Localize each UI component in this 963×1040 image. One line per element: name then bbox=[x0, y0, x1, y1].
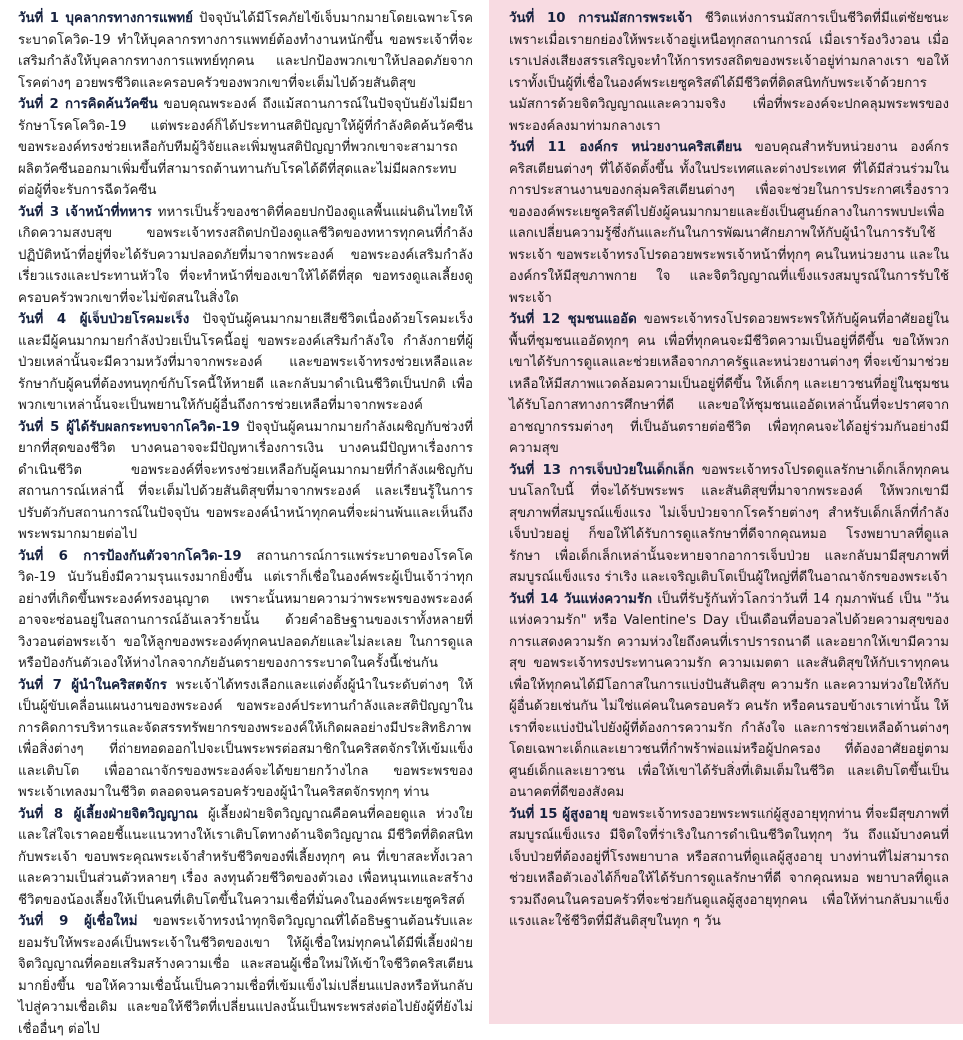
entry-heading: วันที่ 4 ผู้เจ็บป่วยโรคมะเร็ง bbox=[18, 312, 190, 327]
prayer-entry-day-6 bbox=[18, 546, 473, 675]
prayer-entry-day-8 bbox=[18, 804, 473, 912]
prayer-entry-day-14 bbox=[509, 589, 949, 804]
prayer-entry-day-1 bbox=[18, 8, 473, 94]
prayer-entry-day-11 bbox=[509, 137, 949, 309]
right-column bbox=[489, 0, 963, 1024]
prayer-entry-day-12 bbox=[509, 309, 949, 460]
entry-text: ขอพระเจ้าทรงอวยพระพรแก่ผู้สูงอายุทุกท่าน ที่จะมีสุขภาพที่สมบูรณ์แข็งแรง มีจิตใจที่ร่าเริงในการดำเนินชีวิตในทุกๆ วัน ถึงแม้บางคนที่เจ็บป่วยที่ต้องอยู่ที่โรงพยาบาล หรือสถานที่ดูแลผู้สูงอายุ บางท่านที่ไม่สามารถช่วยเหลือตัวเองได้ก็ขอให้ได้รับการดูแลรักษาที่ดี จากคุณหมอ พยาบาลที่ดูแล รวมถึงคนในครอบครัวที่จะช่วยกันดูแลผู้สูงอายุทุกคน เพื่อให้ท่านกลับมาแข็งแรงและใช้ชีวิตที่มีสันติสุขในทุก ๆ วัน bbox=[509, 806, 949, 929]
prayer-entry-day-15 bbox=[509, 804, 949, 933]
entry-text: ปัจจุบันผู้คนมากมายเสียชีวิตเนื่องด้วยโรคมะเร็ง และมีผู้คนมากมายกำลังป่วยเป็นโรคนี้อยู่ ขอพระองค์เสริมกำลังใจ กำลังกายที่ผู้ป่วยเหล่านั้นจะมีความหวังที่มาจากพระองค์ และขอพระเจ้าทรงช่วยเหลือและรักษากับผู้คนที่ต้องทนทุกข์กับโรคนี้ให้หายดี และกลับมาดำเนินชีวิตเป็นปกติ เพื่อพวกเขาเหล่านั้นจะเป็นพยานให้กับผู้อื่นถึงการช่วยเหลือที่มาจากพระองค์ bbox=[18, 312, 473, 413]
prayer-entry-day-10 bbox=[509, 8, 949, 137]
entry-text: ขอพระเจ้าทรงโปรดอวยพระพรให้กับผู้คนที่อาศัยอยู่ในพื้นที่ชุมชนแออัดทุกๆ คน เพื่อที่ทุกคนจะมีชีวิตความเป็นอยู่ที่ดีขึ้น ขอให้พวกเขาได้รับการดูแลและช่วยเหลือจากภาครัฐและหน่วยงานต่างๆ ที่จะเข้ามาช่วยเหลือให้มีสภาพแวดล้อมความเป็นอยู่ที่ดีขึ้น ให้เด็กๆ และเยาวชนที่อยู่ในชุมชนได้รับโอกาสทางการศึกษาที่ดี และขอให้ชุมชนแออัดเหล่านั้นที่จะปราศจากอาชญากรรมต่างๆ ที่เป็นอันตรายต่อชีวิต เพื่อทุกคนจะได้อยู่ร่วมกันอย่างมีความสุข bbox=[509, 312, 949, 456]
entry-text: ขอพระเจ้าทรงนำทุกจิตวิญญาณที่ได้อธิษฐานต้อนรับและยอมรับให้พระองค์เป็นพระเจ้าในชีวิตของเขา ให้ผู้เชื่อใหม่ทุกคนได้มีพี่เลี้ยงฝ่ายจิตวิญญาณที่คอยเสริมสร้างความเชื่อ และสอนผู้เชื่อใหม่ให้เข้าใจชีวิตคริสเตียนมากยิ่งขึ้น ขอให้ความเชื่อนั้นเป็นความเชื่อที่เข้มแข็งไม่เปลี่ยนแปลงหรือหันกลับไปสู่ความเชื่อเดิม และขอให้ชีวิตที่เปลี่ยนแปลงนั้นเป็นพระพรส่งต่อไปยังผู้ที่ยังไม่เชื่ออื่นๆ ต่อไป bbox=[18, 914, 474, 1037]
entry-heading: วันที่ 2 การคิดค้นวัคซีน bbox=[18, 97, 158, 112]
entry-text: ชีวิตแห่งการนมัสการเป็นชีวิตที่มีแต่ชัยชนะ เพราะเมื่อเรายกย่องให้พระเจ้าอยู่เหนือทุกสถานการณ์ เมื่อเราร้องวิงวอน เมื่อเราเปล่งเสียงสรรเสริญจะทำให้การทรงสถิตของพระเจ้าอยู่ท่ามกลางเรา ขอให้เราทั้งเป็นผู้ที่เชื่อในองค์พระเยซูคริสต์ได้มีชีวิตที่ติดสนิทกับพระเจ้าด้วยการนมัสการด้วยจิตวิญญาณและความจริง เพื่อที่พระองค์จะปกคลุมพระพรของพระองค์ลงมาท่ามกลางเรา bbox=[509, 11, 949, 134]
entry-text: ขอบคุณพระองค์ ถึงแม้สถานการณ์ในปัจจุบันยังไม่มียารักษาโรคโควิด-19 แต่พระองค์ก็ได้ประทานสติปัญญาให้ผู้ที่กำลังคิดค้นวัคซีน ขอพระองค์ทรงช่วยเหลือกับทีมผู้วิจัยและเพิ่มพูนสติปัญญาที่พวกเขาจะสามารถผลิตวัคซีนออกมาเพิ่มขึ้นที่สามารถต้านทานกับโรคได้ดีที่สุดและไม่มีผลกระทบต่อผู้ที่จะรับการฉีดวัคซีน bbox=[18, 97, 473, 198]
entry-text: เป็นที่รับรู้กันทั่วโลกว่าวันที่ 14 กุมภาพันธ์ เป็น "วันแห่งความรัก" หรือ Valentine's Day เป็นเดือนที่อบอวลไปด้วยความสุขของการแสดงความรัก ความห่วงใยถึงคนที่เราปรารถนาดี และอยากให้เขามีความสุข ขอพระเจ้าทรงประทานความรัก ความเมตตา และสันติสุขให้กับเราทุกคน เพื่อให้ทุกคนได้มีโอกาสในการแบ่งปันสันติสุข ความรัก และความห่วงใยให้กับผู้อื่นด้วยเช่นกัน ไม่ใช่แค่คนในครอบครัว คนรัก หรือคนรอบข้างเราเท่านั้น ให้เราที่จะแบ่งปันไปยังผู้ที่ต้องการความรัก กำลังใจ และการช่วยเหลือด้านต่างๆ โดยเฉพาะเด็กและเยาวชนที่กำพร้าพ่อแม่หรือผู้ปกครอง ที่ต้องอาศัยอยู่ตามศูนย์เด็กและเยาวชน เพื่อให้เขาได้รับสิ่งที่เติมเต็มในชีวิต และเติบโตขึ้นเป็นอนาคตที่ดีของสังคม bbox=[509, 591, 949, 800]
prayer-entry-day-13 bbox=[509, 460, 949, 589]
entry-heading: วันที่ 14 วันแห่งความรัก bbox=[509, 591, 653, 607]
entry-text: พระเจ้าได้ทรงเลือกและแต่งตั้งผู้นำในระดับต่างๆ ให้เป็นผู้ขับเคลื่อนแผนงานของพระองค์ ขอพระองค์ประทานกำลังและสติปัญญาในการคิดการบริหารและจัดสรรทรัพยากรของพระองค์ให้เกิดผลอย่างมีประสิทธิภาพ เพื่อสิ่งต่างๆ ที่ถ่ายทอดออกไปจะเป็นพระพรต่อสมาชิกในคริสตจักรให้เข้มแข็งและเติบโต เพื่ออาณาจักรของพระองค์จะได้ขยายกว้างไกล ขอพระพรของพระเจ้าเทลงมาในชีวิต ตลอดจนครอบครัวของผู้นำในคริสตจักรทุกๆ ท่าน bbox=[18, 677, 474, 800]
entry-text: ขอบคุณสำหรับหน่วยงาน องค์กรคริสเตียนต่างๆ ที่ได้จัดตั้งขึ้น ทั้งในประเทศและต่างประเทศ ที่ได้มีส่วนร่วมในการประสานงานของกลุ่มคริสเตียนต่างๆ เพื่อจะช่วยในการประกาศเรื่องราวขององค์พระเยซูคริสต์ไปยังผู้คนมากมายและยังเป็นศูนย์กลางในการพบปะเพื่อแลกเปลี่ยนความรู้ซึ่งกันและกันในการพัฒนาศักยภาพให้กับผู้นำในการรับใช้พระเจ้า ขอพระเจ้าทรงโปรดอวยพระพรเจ้าหน้าที่ทุกๆ คนในหน่วยงาน และในองค์กรให้มีสุขภาพกาย ใจ และจิตวิญญาณที่แข็งแรงสมบูรณ์ในการรับใช้พระเจ้า bbox=[509, 140, 949, 306]
entry-text: ปัจจุบันได้มีโรคภัยไข้เจ็บมากมายโดยเฉพาะโรคระบาดโควิด-19 ทำให้บุคลากรทางการแพทย์ต้องทำงานหนักขึ้น ขอพระเจ้าที่จะเสริมกำลังให้บุคลากรทางการแพทย์ทุกคน และปกป้องพวกเขาให้ปลอดภัยจากโรคต่างๆ อวยพรชีวิตและครอบครัวของพวกเขาที่จะเต็มไปด้วยสันติสุข bbox=[18, 11, 473, 91]
entry-heading: วันที่ 10 การนมัสการพระเจ้า bbox=[509, 11, 693, 26]
entry-heading: วันที่ 7 ผู้นำในคริสตจักร bbox=[18, 677, 167, 693]
prayer-entry-day-5 bbox=[18, 417, 473, 546]
prayer-entry-day-4 bbox=[18, 309, 473, 417]
entry-heading: วันที่ 12 ชุมชนแออัด bbox=[509, 312, 637, 327]
entry-heading: วันที่ 13 การเจ็บป่วยในเด็กเล็ก bbox=[509, 462, 694, 478]
entry-heading: วันที่ 1 บุคลากรทางการแพทย์ bbox=[18, 11, 193, 26]
entry-text: สถานการณ์การแพร่ระบาดของโรคโควิด-19 นับวันยิ่งมีความรุนแรงมากยิ่งขึ้น แต่เราก็เชื่อในองค์พระผู้เป็นเจ้าว่าทุกอย่างที่เกิดขึ้นพระองค์ทรงอนุญาต เพราะนั้นหมายความว่าพระพรของพระองค์อาจจะซ่อนอยู่ในสถานการณ์อันเลวร้ายนั้น ด้วยคำอธิษฐานของเราทั้งหลายที่วิงวอนต่อพระเจ้า ขอให้ลูกของพระองค์ทุกคนปลอดภัยและไม่ละเลย ในการดูแลหรือป้องกันตัวเองให้ห่างไกลจากภัยอันตรายของการระบาดในครั้งนี้เช่นกัน bbox=[18, 548, 473, 671]
entry-heading: วันที่ 5 ผู้ได้รับผลกระทบจากโควิด-19 bbox=[18, 419, 240, 435]
prayer-entry-day-3 bbox=[18, 202, 473, 310]
entry-heading: วันที่ 9 ผู้เชื่อใหม่ bbox=[18, 914, 138, 929]
entry-text: ทหารเป็นรั้วของชาติที่คอยปกป้องดูแลพื้นแผ่นดินไทยให้เกิดความสงบสุข ขอพระเจ้าทรงสถิตปกป้องดูแลชีวิตของทหารทุกคนที่กำลังปฏิบัติหน้าที่อยู่ที่จะได้รับความปลอดภัยที่มาจากพระองค์ ขอพระองค์เสริมกำลังเรี่ยวแรงและประทานหัวใจ ที่จะทำหน้าที่ของเขาให้ได้ดีที่สุด ขอทรงดูแลเลี้ยงดูครอบครัวพวกเขาที่จะไม่ขัดสนในสิ่งใด bbox=[18, 204, 474, 306]
prayer-entry-day-2 bbox=[18, 94, 473, 202]
entry-heading: วันที่ 3 เจ้าหน้าที่ทหาร bbox=[18, 204, 152, 220]
entry-text: ปัจจุบันผู้คนมากมายกำลังเผชิญกับช่วงที่ยากที่สุดของชีวิต บางคนอาจจะมีปัญหาเรื่องการเงิน บางคนมีปัญหาเรื่องการดำเนินชีวิต ขอพระองค์ที่จะทรงช่วยเหลือกับผู้คนมากมายที่กำลังเผชิญกับสถานการณ์เหล่านี้ ที่จะเต็มไปด้วยสันติสุขที่มาจากพระองค์ และเรียนรู้ในการปรับตัวกับสถานการณ์ในปัจจุบัน ขอพระองค์นำหน้าทุกคนที่จะผ่านพ้นและเห็นถึงพระพรมากมายต่อไป bbox=[18, 419, 473, 542]
entry-heading: วันที่ 11 องค์กร หน่วยงานคริสเตียน bbox=[509, 140, 742, 155]
entry-text: ผู้เลี้ยงฝ่ายจิตวิญญาณคือคนที่คอยดูแล ห่วงใย และใส่ใจเราคอยชี้แนะแนวทางให้เราเติบโตทางด้านจิตวิญญาณ มีชีวิตที่ติดสนิทกับพระเจ้า ขอบพระคุณพระเจ้าสำหรับชีวิตของพี่เลี้ยงทุกๆ คน ที่เขาสละทั้งเวลาและความเป็นส่วนตัวหลายๆ เรื่อง ลงทุนด้วยชีวิตของตัวเอง เพื่อหนุนเทและสร้างชีวิตของน้องเลี้ยงให้เป็นคนที่เติบโตขึ้นในความเชื่อที่มั่นคงในองค์พระเยซูคริสต์ bbox=[18, 806, 473, 908]
prayer-entry-day-9 bbox=[18, 911, 473, 1040]
entry-heading: วันที่ 8 ผู้เลี้ยงฝ่ายจิตวิญญาณ bbox=[18, 806, 198, 822]
prayer-entry-day-7 bbox=[18, 675, 473, 804]
entry-heading: วันที่ 15 ผู้สูงอายุ bbox=[509, 806, 608, 822]
entry-text: ขอพระเจ้าทรงโปรดดูแลรักษาเด็กเล็กทุกคนบนโลกใบนี้ ที่จะได้รับพระพร และสันติสุขที่มาจากพระองค์ ให้พวกเขามีสุขภาพที่สมบูรณ์แข็งแรง ไม่เจ็บป่วยจากโรคร้ายต่างๆ สำหรับเด็กเล็กที่กำลังเจ็บป่วยอยู่ ก็ขอให้ได้รับการดูแลรักษาที่ดีจากคุณหมอ โรงพยาบาลที่ดูแลรักษา เพื่อเด็กเล็กเหล่านั้นจะหายจากอาการเจ็บป่วย และกลับมามีสุขภาพที่สมบูรณ์แข็งแรง ร่าเริง และเจริญเติบโตเป็นผู้ใหญ่ที่ดีในอาณาจักรของพระเจ้า bbox=[509, 462, 949, 585]
entry-heading: วันที่ 6 การป้องกันตัวจากโควิด-19 bbox=[18, 548, 242, 564]
